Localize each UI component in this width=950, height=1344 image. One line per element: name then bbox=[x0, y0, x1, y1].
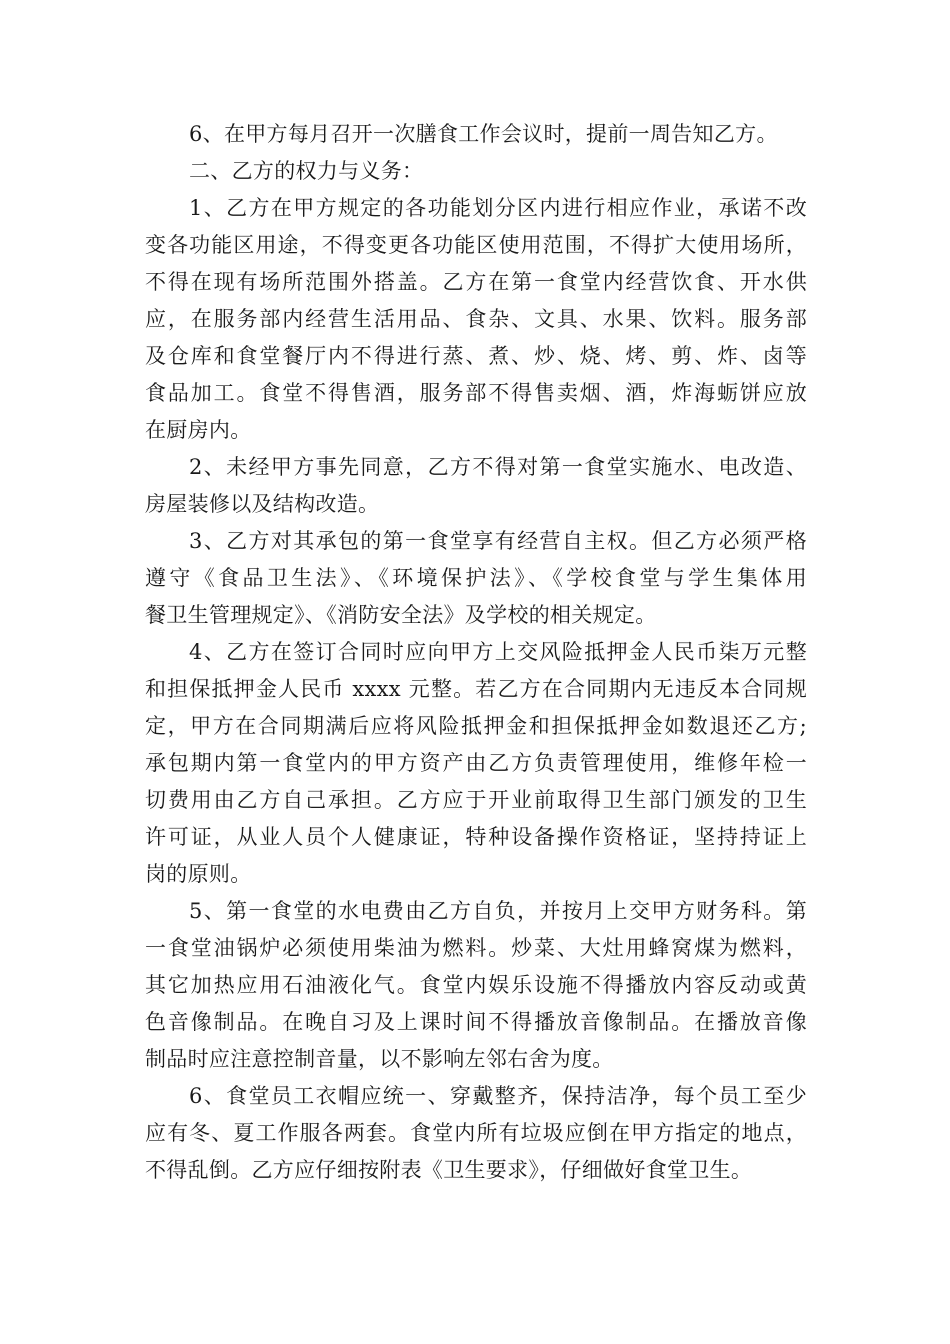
paragraph-line: 其它加热应用石油液化气。食堂内娱乐设施不得播放内容反动或黄 bbox=[145, 973, 807, 997]
paragraph-line: 承包期内第一食堂内的甲方资产由乙方负责管理使用，维修年检一 bbox=[145, 751, 807, 775]
paragraph-line: 不得在现有场所范围外搭盖。乙方在第一食堂内经营饮食、开水供 bbox=[145, 270, 807, 294]
paragraph-line: 2、未经甲方事先同意，乙方不得对第一食堂实施水、电改造、 bbox=[189, 455, 807, 479]
paragraph-line: 在厨房内。 bbox=[145, 418, 252, 442]
paragraph-line: 4、乙方在签订合同时应向甲方上交风险抵押金人民币柒万元整 bbox=[189, 640, 807, 664]
paragraph-line: 应有冬、夏工作服各两套。食堂内所有垃圾应倒在甲方指定的地点， bbox=[145, 1121, 807, 1145]
paragraph-line: 3、乙方对其承包的第一食堂享有经营自主权。但乙方必须严格 bbox=[189, 529, 807, 553]
paragraph-line: 6、食堂员工衣帽应统一、穿戴整齐，保持洁净，每个员工至少 bbox=[189, 1084, 807, 1108]
paragraph-line: 和担保抵押金人民币 xxxx 元整。若乙方在合同期内无违反本合同规 bbox=[145, 677, 807, 701]
paragraph-line: 餐卫生管理规定》、《消防安全法》及学校的相关规定。 bbox=[145, 603, 657, 627]
paragraph-line: 一食堂油锅炉必须使用柴油为燃料。炒菜、大灶用蜂窝煤为燃料， bbox=[145, 936, 807, 960]
paragraph-line: 许可证，从业人员个人健康证，特种设备操作资格证，坚持持证上 bbox=[145, 825, 807, 849]
paragraph-line: 1、乙方在甲方规定的各功能划分区内进行相应作业，承诺不改 bbox=[189, 196, 807, 220]
paragraph-line: 岗的原则。 bbox=[145, 862, 252, 886]
paragraph-line: 不得乱倒。乙方应仔细按附表《卫生要求》，仔细做好食堂卫生。 bbox=[145, 1158, 753, 1182]
paragraph-line: 变各功能区用途，不得变更各功能区使用范围，不得扩大使用场所， bbox=[145, 233, 807, 257]
paragraph-line: 6、在甲方每月召开一次膳食工作会议时，提前一周告知乙方。 bbox=[189, 122, 778, 146]
paragraph-line: 食品加工。食堂不得售酒，服务部不得售卖烟、酒，炸海蛎饼应放 bbox=[145, 381, 807, 405]
paragraph-line: 切费用由乙方自己承担。乙方应于开业前取得卫生部门颁发的卫生 bbox=[145, 788, 807, 812]
paragraph-line: 定，甲方在合同期满后应将风险抵押金和担保抵押金如数退还乙方; bbox=[145, 714, 807, 738]
paragraph-line: 制品时应注意控制音量，以不影响左邻右舍为度。 bbox=[145, 1047, 614, 1071]
paragraph-line: 遵守《食品卫生法》、《环境保护法》、《学校食堂与学生集体用 bbox=[145, 566, 807, 590]
paragraph-line: 应，在服务部内经营生活用品、食杂、文具、水果、饮料。服务部 bbox=[145, 307, 807, 331]
document-body bbox=[145, 116, 807, 1189]
paragraph-line: 及仓库和食堂餐厅内不得进行蒸、煮、炒、烧、烤、剪、炸、卤等 bbox=[145, 344, 807, 368]
paragraph-line: 房屋装修以及结构改造。 bbox=[145, 492, 380, 516]
paragraph-line: 色音像制品。在晚自习及上课时间不得播放音像制品。在播放音像 bbox=[145, 1010, 807, 1034]
section-heading: 二、乙方的权力与义务： bbox=[189, 159, 424, 183]
paragraph-line: 5、第一食堂的水电费由乙方自负，并按月上交甲方财务科。第 bbox=[189, 899, 807, 923]
